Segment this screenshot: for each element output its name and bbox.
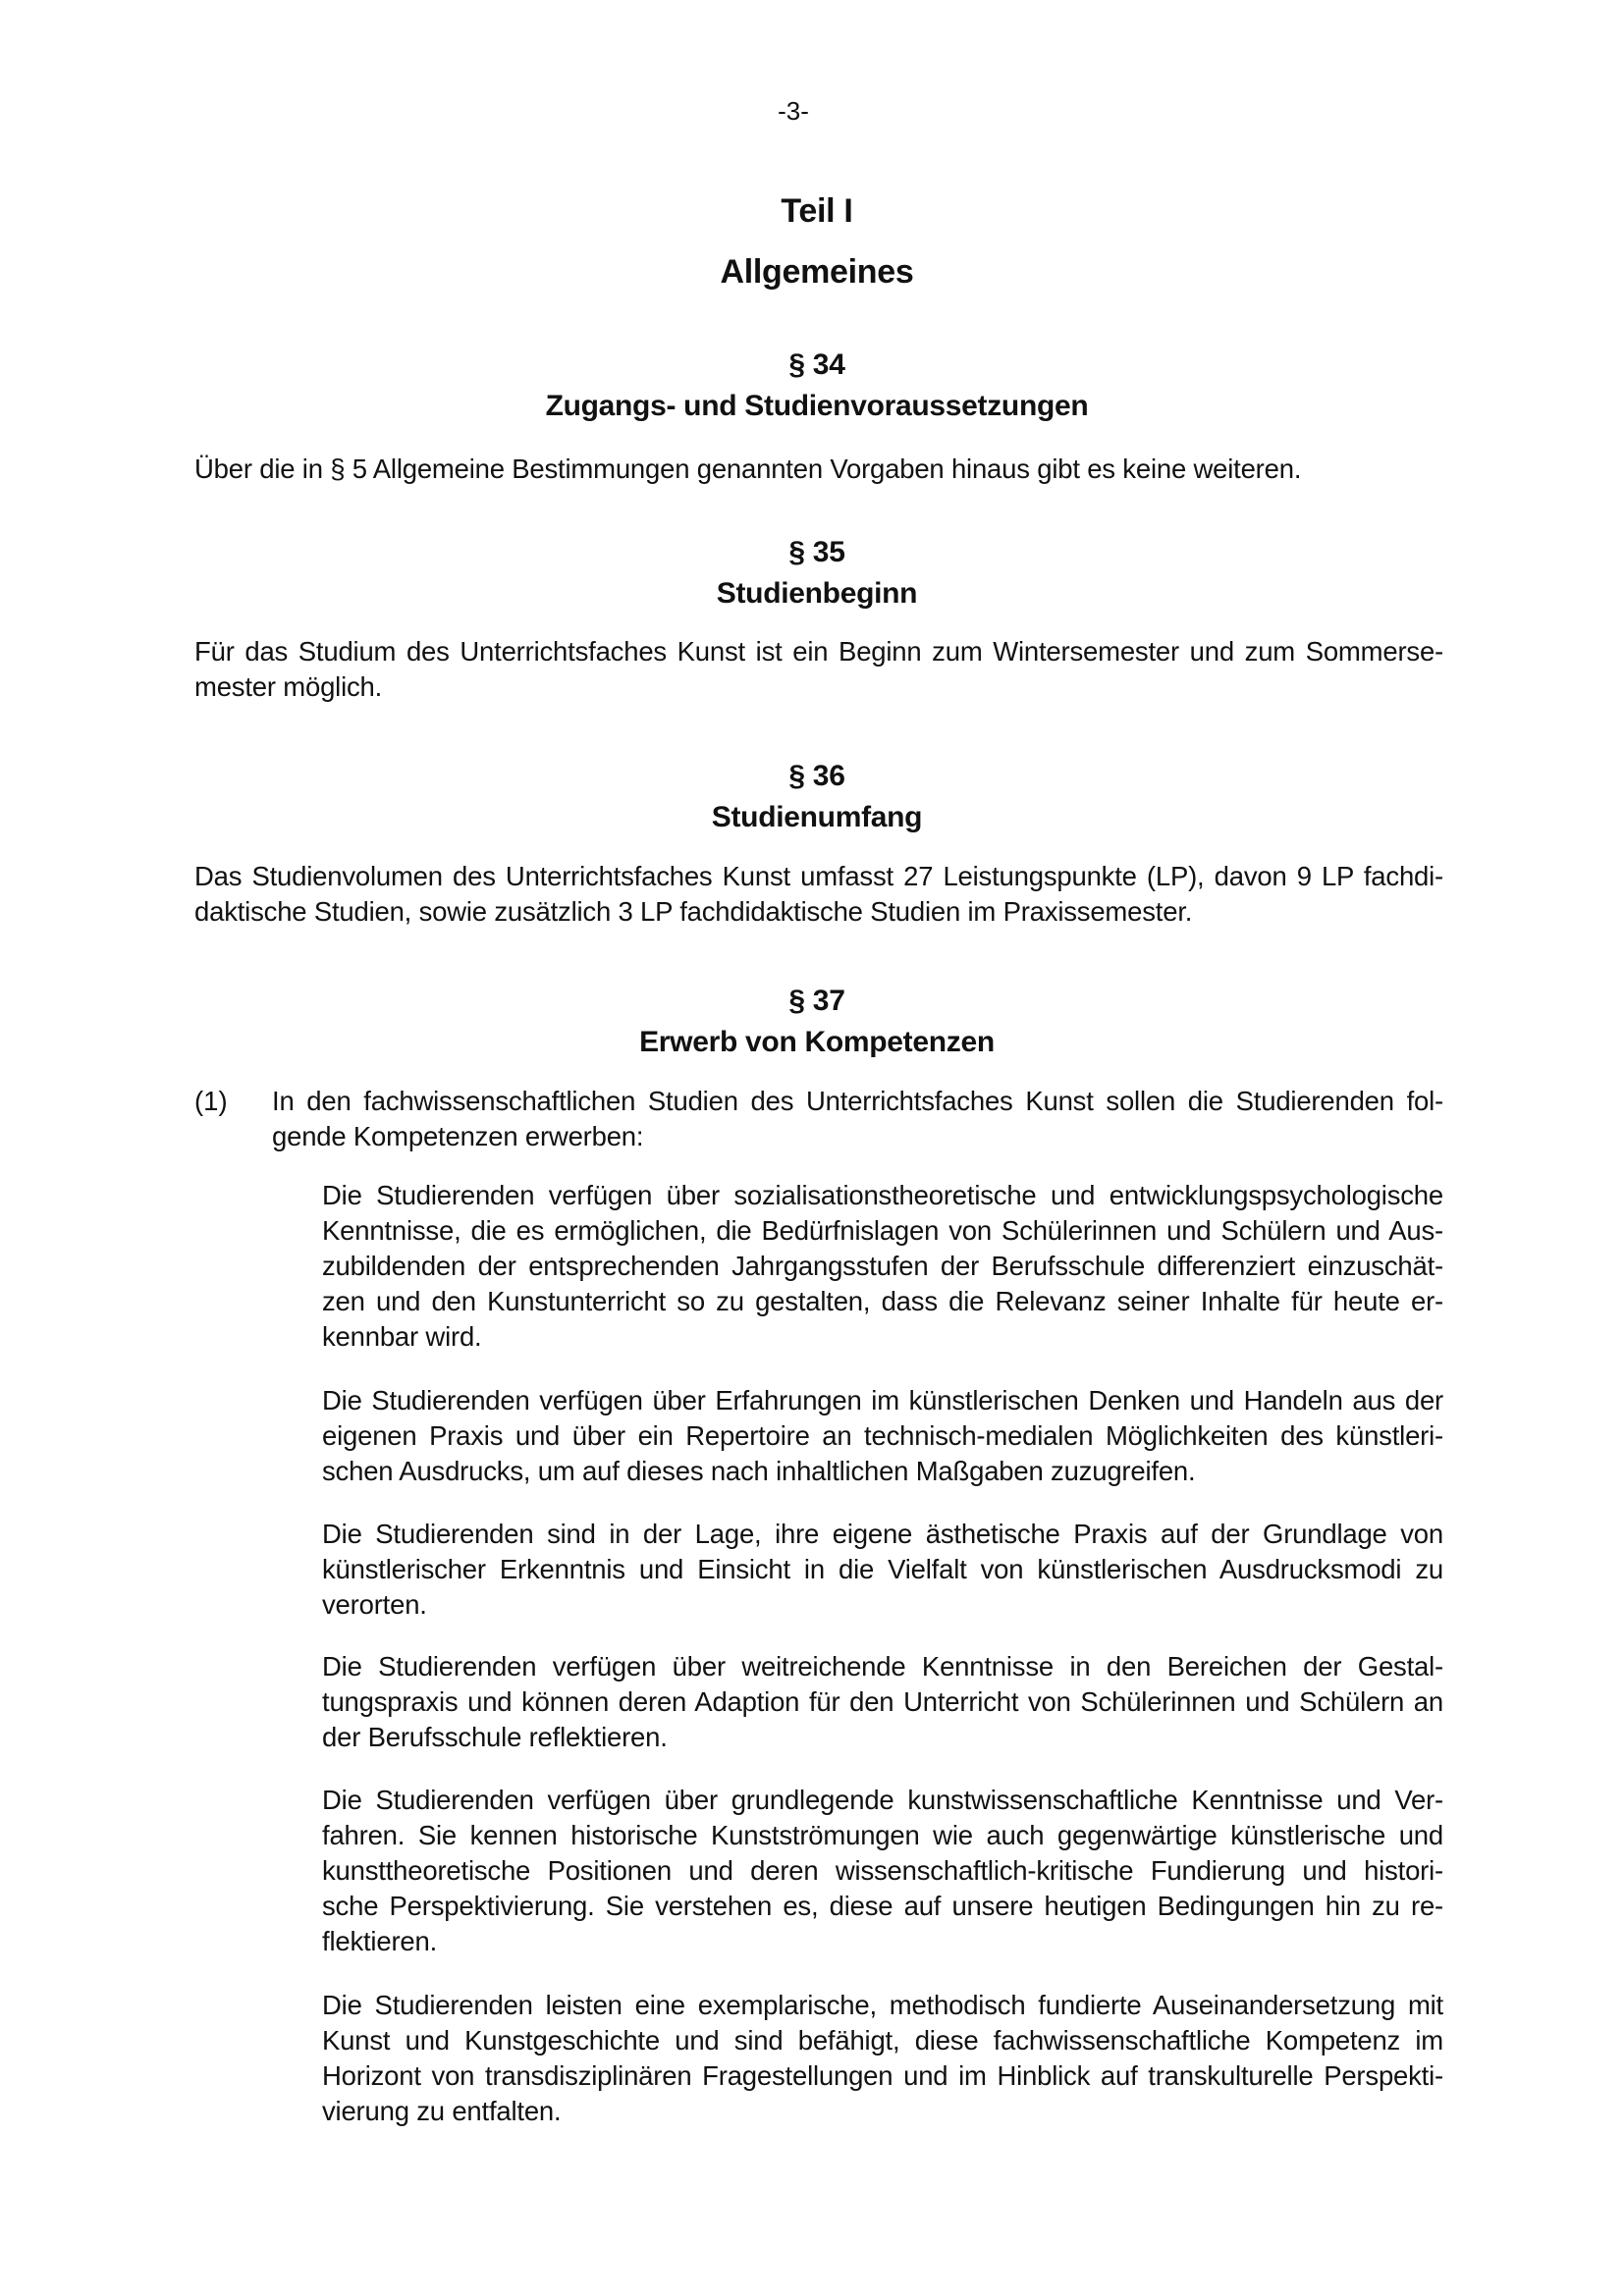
competency-paragraph bbox=[322, 1383, 1443, 1489]
text-line: künstlerischer Erkenntnis und Einsicht in die Vielfalt von künstlerischen Ausdrucksmodi zu bbox=[322, 1554, 1443, 1584]
text-line: Horizont von transdisziplinären Fragestellungen und im Hinblick auf transkulturelle Perspekti- bbox=[322, 2060, 1443, 2091]
text-line: gende Kompetenzen erwerben: bbox=[272, 1121, 644, 1151]
text-line: zen und den Kunstunterricht so zu gestalten, dass die Relevanz seiner Inhalte für heute er- bbox=[322, 1286, 1443, 1316]
section-number: § 35 bbox=[788, 536, 845, 568]
text-line: mester möglich. bbox=[194, 671, 383, 702]
text-line: vierung zu entfalten. bbox=[322, 2096, 562, 2126]
page-number: -3- bbox=[778, 96, 809, 126]
competency-paragraph bbox=[322, 1988, 1443, 2129]
competency-paragraph bbox=[322, 1517, 1443, 1623]
text-line: fahren. Sie kennen historische Kunstströmungen wie auch gegenwärtige künstlerische und bbox=[322, 1820, 1443, 1850]
text-line: Die Studierenden leisten eine exemplarische, methodisch fundierte Auseinandersetzung mit bbox=[322, 1990, 1443, 2020]
text-line: Die Studierenden verfügen über sozialisationstheoretische und entwicklungspsychologische bbox=[322, 1180, 1443, 1210]
competency-paragraph bbox=[322, 1178, 1443, 1355]
text-line: sche Perspektivierung. Sie verstehen es, diese auf unsere heutigen Bedingungen hin zu re- bbox=[322, 1891, 1443, 1921]
item-paragraph bbox=[272, 1084, 1443, 1154]
section-paragraph bbox=[194, 859, 1443, 930]
text-line: Die Studierenden verfügen über Erfahrungen im künstlerischen Denken und Handeln aus der bbox=[322, 1385, 1443, 1415]
text-line: Über die in § 5 Allgemeine Bestimmungen genannten Vorgaben hinaus gibt es keine weiteren. bbox=[194, 454, 1302, 484]
section-title: Erwerb von Kompetenzen bbox=[639, 1026, 995, 1058]
text-line: Kenntnisse, die es ermöglichen, die Bedürfnislagen von Schülerinnen und Schülern und Aus- bbox=[322, 1215, 1443, 1246]
text-line: Das Studienvolumen des Unterrichtsfaches Kunst umfasst 27 Leistungspunkte (LP), davon 9 LP fachdi- bbox=[194, 861, 1443, 891]
section-number: § 34 bbox=[788, 348, 845, 381]
text-line: der Berufsschule reflektieren. bbox=[322, 1722, 668, 1752]
text-line: tungspraxis und können deren Adaption für den Unterricht von Schülerinnen und Schülern an bbox=[322, 1686, 1443, 1717]
text-line: In den fachwissenschaftlichen Studien des Unterrichtsfaches Kunst sollen die Studierenden fol- bbox=[272, 1086, 1443, 1116]
section-paragraph bbox=[194, 634, 1443, 705]
text-line: schen Ausdrucks, um auf dieses nach inhaltlichen Maßgaben zuzugreifen. bbox=[322, 1456, 1196, 1486]
text-line: eigenen Praxis und über ein Repertoire an technisch-medialen Möglichkeiten des künstleri- bbox=[322, 1420, 1443, 1451]
part-title: Teil I bbox=[781, 192, 853, 230]
section-paragraph bbox=[194, 452, 1443, 487]
section-title: Studienbeginn bbox=[716, 577, 918, 610]
text-line: zubildenden der entsprechenden Jahrgangsstufen der Berufsschule differenziert einzuschät- bbox=[322, 1251, 1443, 1281]
competency-paragraph bbox=[322, 1649, 1443, 1755]
text-line: Die Studierenden verfügen über grundlegende kunstwissenschaftliche Kenntnisse und Ver- bbox=[322, 1785, 1443, 1815]
item-number: (1) bbox=[194, 1086, 228, 1116]
section-title: Studienumfang bbox=[711, 801, 923, 833]
part-subtitle: Allgemeines bbox=[720, 253, 914, 291]
section-number: § 37 bbox=[788, 985, 845, 1017]
competency-paragraph bbox=[322, 1783, 1443, 1959]
section-number: § 36 bbox=[788, 760, 845, 792]
text-line: kunsttheoretische Positionen und deren wissenschaftlich-kritische Fundierung und histori- bbox=[322, 1855, 1443, 1886]
text-line: kennbar wird. bbox=[322, 1321, 482, 1352]
text-line: verorten. bbox=[322, 1589, 427, 1620]
text-line: flektieren. bbox=[322, 1926, 438, 1956]
text-line: daktische Studien, sowie zusätzlich 3 LP fachdidaktische Studien im Praxissemester. bbox=[194, 896, 1193, 927]
text-line: Kunst und Kunstgeschichte und sind befähigt, diese fachwissenschaftliche Kompetenz im bbox=[322, 2025, 1443, 2056]
text-line: Für das Studium des Unterrichtsfaches Kunst ist ein Beginn zum Wintersemester und zum Sommerse- bbox=[194, 636, 1443, 667]
text-line: Die Studierenden verfügen über weitreichende Kenntnisse in den Bereichen der Gestal- bbox=[322, 1651, 1443, 1682]
section-title: Zugangs- und Studienvoraussetzungen bbox=[545, 390, 1089, 422]
text-line: Die Studierenden sind in der Lage, ihre eigene ästhetische Praxis auf der Grundlage von bbox=[322, 1519, 1443, 1549]
